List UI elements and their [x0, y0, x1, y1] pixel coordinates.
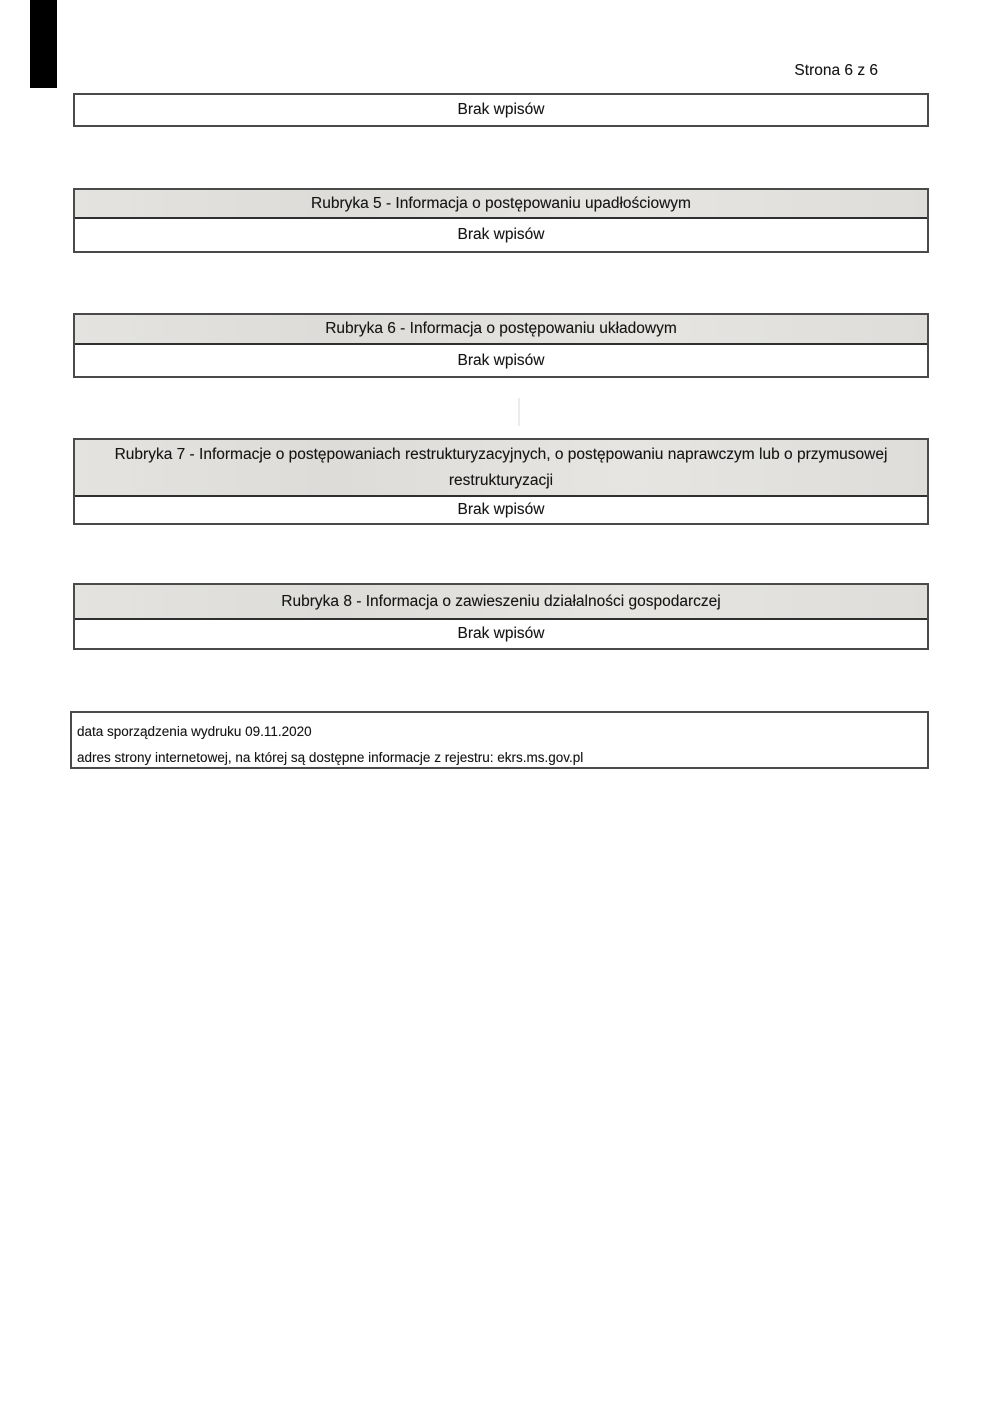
- empty-entries-row: Brak wpisów: [73, 93, 929, 127]
- printout-info-box: [70, 711, 929, 769]
- section-rubryka-5: [73, 188, 929, 253]
- section-rubryka-6: [73, 313, 929, 378]
- section-body-rubryka-5: Brak wpisów: [457, 226, 545, 243]
- section-body-rubryka-8: Brak wpisów: [457, 625, 545, 642]
- section-header-rubryka-6: Rubryka 6 - Informacja o postępowaniu układowym: [75, 315, 927, 345]
- section-header-rubryka-7: Rubryka 7 - Informacje o postępowaniach restrukturyzacyjnych, o postępowaniu naprawczym lub o przymusowej restrukturyzacji: [75, 440, 927, 497]
- section-header-rubryka-5: Rubryka 5 - Informacja o postępowaniu upadłościowym: [75, 190, 927, 219]
- scan-artifact-bar: [30, 0, 57, 88]
- registry-website-line: adres strony internetowej, na której są dostępne informacje z rejestru: ekrs.ms.gov.pl: [77, 750, 584, 765]
- printout-date-line: data sporządzenia wydruku 09.11.2020: [77, 724, 312, 739]
- section-rubryka-8: [73, 583, 929, 650]
- section-body-rubryka-7: Brak wpisów: [457, 501, 545, 518]
- page-number-label: Strona 6 z 6: [794, 62, 878, 79]
- section-header-rubryka-8: Rubryka 8 - Informacja o zawieszeniu działalności gospodarczej: [75, 585, 927, 620]
- section-body-rubryka-6: Brak wpisów: [457, 351, 545, 369]
- section-rubryka-7: [73, 438, 929, 525]
- scan-smudge: [518, 398, 520, 426]
